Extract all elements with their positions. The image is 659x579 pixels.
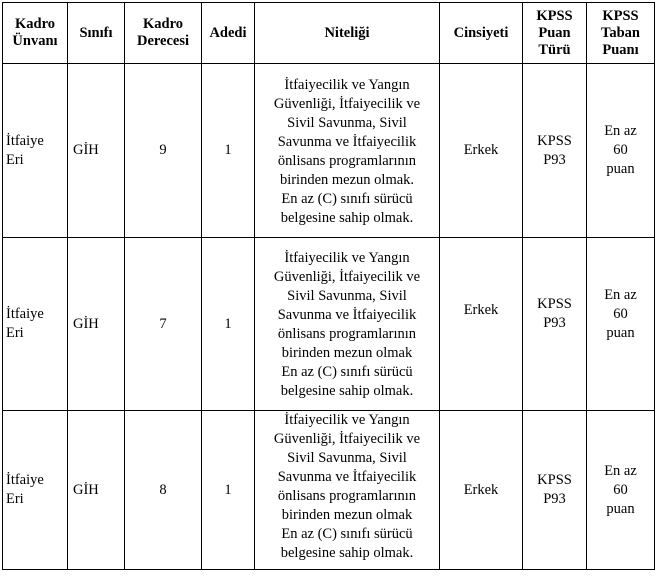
cell-sinifi: GİH <box>68 64 125 238</box>
cell-kadro-unvani: İtfaiye Eri <box>3 238 68 411</box>
cell-kadro-unvani: İtfaiye Eri <box>3 411 68 570</box>
cell-kpss-puan-turu: KPSS P93 <box>523 238 587 411</box>
cell-cinsiyeti: Erkek <box>440 64 523 238</box>
cell-kpss-puan-turu: KPSS P93 <box>523 64 587 238</box>
header-niteligi: Niteliği <box>255 3 440 64</box>
header-adedi: Adedi <box>202 3 255 64</box>
cell-cinsiyeti: Erkek <box>440 238 523 411</box>
cell-adedi: 1 <box>202 64 255 238</box>
header-row <box>3 3 655 64</box>
cell-kpss-taban-puani: En az 60 puan <box>587 64 655 238</box>
cell-cinsiyeti: Erkek <box>440 411 523 570</box>
table-row <box>3 64 655 238</box>
cell-kadro-derecesi: 8 <box>125 411 202 570</box>
cell-kadro-derecesi: 9 <box>125 64 202 238</box>
cell-sinifi: GİH <box>68 411 125 570</box>
header-kpss-puan-turu: KPSS Puan Türü <box>523 3 587 64</box>
cell-kadro-derecesi: 7 <box>125 238 202 411</box>
kadro-table <box>2 2 655 570</box>
cell-kpss-taban-puani: En az 60 puan <box>587 238 655 411</box>
cell-niteligi: İtfaiyecilik ve Yangın Güvenliği, İtfaiyecilik ve Sivil Savunma, Sivil Savunma ve İtfaiyecilik önlisans programlarının birinden mezun olmak En az (C) sınıfı sürücü belgesine sahip olmak. <box>255 411 440 570</box>
header-cinsiyeti: Cinsiyeti <box>440 3 523 64</box>
cell-niteligi: İtfaiyecilik ve Yangın Güvenliği, İtfaiyecilik ve Sivil Savunma, Sivil Savunma ve İtfaiyecilik önlisans programlarının birinden mezun olmak. En az (C) sınıfı sürücü belgesine sahip olmak. <box>255 64 440 238</box>
header-kpss-taban-puani: KPSS Taban Puanı <box>587 3 655 64</box>
cell-niteligi: İtfaiyecilik ve Yangın Güvenliği, İtfaiyecilik ve Sivil Savunma, Sivil Savunma ve İtfaiyecilik önlisans programlarının birinden mezun olmak En az (C) sınıfı sürücü belgesine sahip olmak. <box>255 238 440 411</box>
table-row <box>3 411 655 570</box>
cell-adedi: 1 <box>202 411 255 570</box>
cell-kpss-taban-puani: En az 60 puan <box>587 411 655 570</box>
cell-sinifi: GİH <box>68 238 125 411</box>
cell-kpss-puan-turu: KPSS P93 <box>523 411 587 570</box>
header-sinifi: Sınıfı <box>68 3 125 64</box>
header-kadro-unvani: Kadro Ünvanı <box>3 3 68 64</box>
table-row <box>3 238 655 411</box>
cell-kadro-unvani: İtfaiye Eri <box>3 64 68 238</box>
header-kadro-derecesi: Kadro Derecesi <box>125 3 202 64</box>
cell-adedi: 1 <box>202 238 255 411</box>
